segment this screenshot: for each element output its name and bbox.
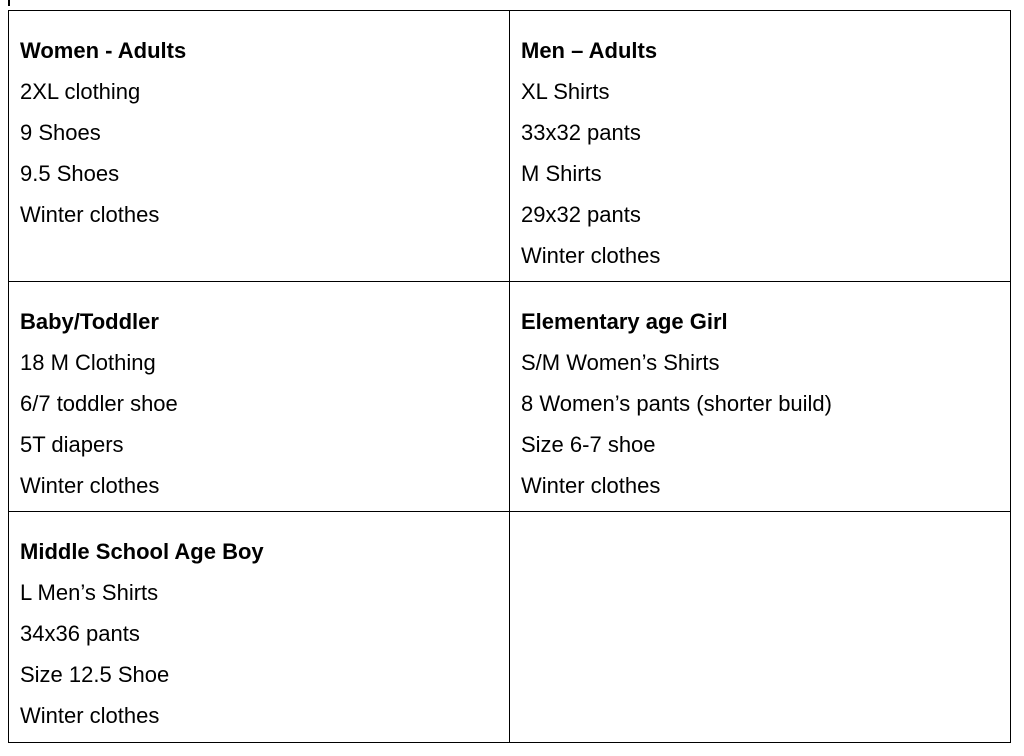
cell-empty[interactable] bbox=[510, 512, 1011, 743]
list-item: 34x36 pants bbox=[20, 621, 140, 646]
section-title-elementary-girl: Elementary age Girl bbox=[521, 309, 728, 334]
cell-women-adults[interactable] bbox=[9, 11, 510, 282]
section-title-baby-toddler: Baby/Toddler bbox=[20, 309, 159, 334]
list-item: 2XL clothing bbox=[20, 79, 141, 104]
section-title-women-adults: Women - Adults bbox=[20, 38, 187, 63]
list-item: Winter clothes bbox=[521, 243, 661, 268]
list-item: M Shirts bbox=[521, 161, 602, 186]
list-item: 8 Women’s pants (shorter build) bbox=[521, 391, 832, 416]
cell-elementary-girl[interactable] bbox=[510, 282, 1011, 512]
text-cursor bbox=[8, 0, 10, 6]
list-item: 29x32 pants bbox=[521, 202, 641, 227]
list-item: L Men’s Shirts bbox=[20, 580, 159, 605]
clothing-needs-table bbox=[8, 10, 1011, 743]
list-item: 5T diapers bbox=[20, 432, 124, 457]
list-item: Size 6-7 shoe bbox=[521, 432, 656, 457]
list-item: 9 Shoes bbox=[20, 120, 101, 145]
section-title-men-adults: Men – Adults bbox=[521, 38, 658, 63]
list-item: S/M Women’s Shirts bbox=[521, 350, 720, 375]
list-item: Winter clothes bbox=[20, 703, 160, 728]
section-title-middle-school-boy: Middle School Age Boy bbox=[20, 539, 264, 564]
list-item: Winter clothes bbox=[20, 202, 160, 227]
cell-baby-toddler[interactable] bbox=[9, 282, 510, 512]
list-item: Winter clothes bbox=[20, 473, 160, 498]
cell-middle-school-boy[interactable] bbox=[9, 512, 510, 743]
list-item: 6/7 toddler shoe bbox=[20, 391, 178, 416]
list-item: XL Shirts bbox=[521, 79, 610, 104]
table-row bbox=[9, 11, 1011, 282]
table-row bbox=[9, 282, 1011, 512]
cell-men-adults[interactable] bbox=[510, 11, 1011, 282]
list-item: 33x32 pants bbox=[521, 120, 641, 145]
list-item: 18 M Clothing bbox=[20, 350, 156, 375]
list-item: Size 12.5 Shoe bbox=[20, 662, 170, 687]
list-item: Winter clothes bbox=[521, 473, 661, 498]
list-item: 9.5 Shoes bbox=[20, 161, 120, 186]
table-row bbox=[9, 512, 1011, 743]
